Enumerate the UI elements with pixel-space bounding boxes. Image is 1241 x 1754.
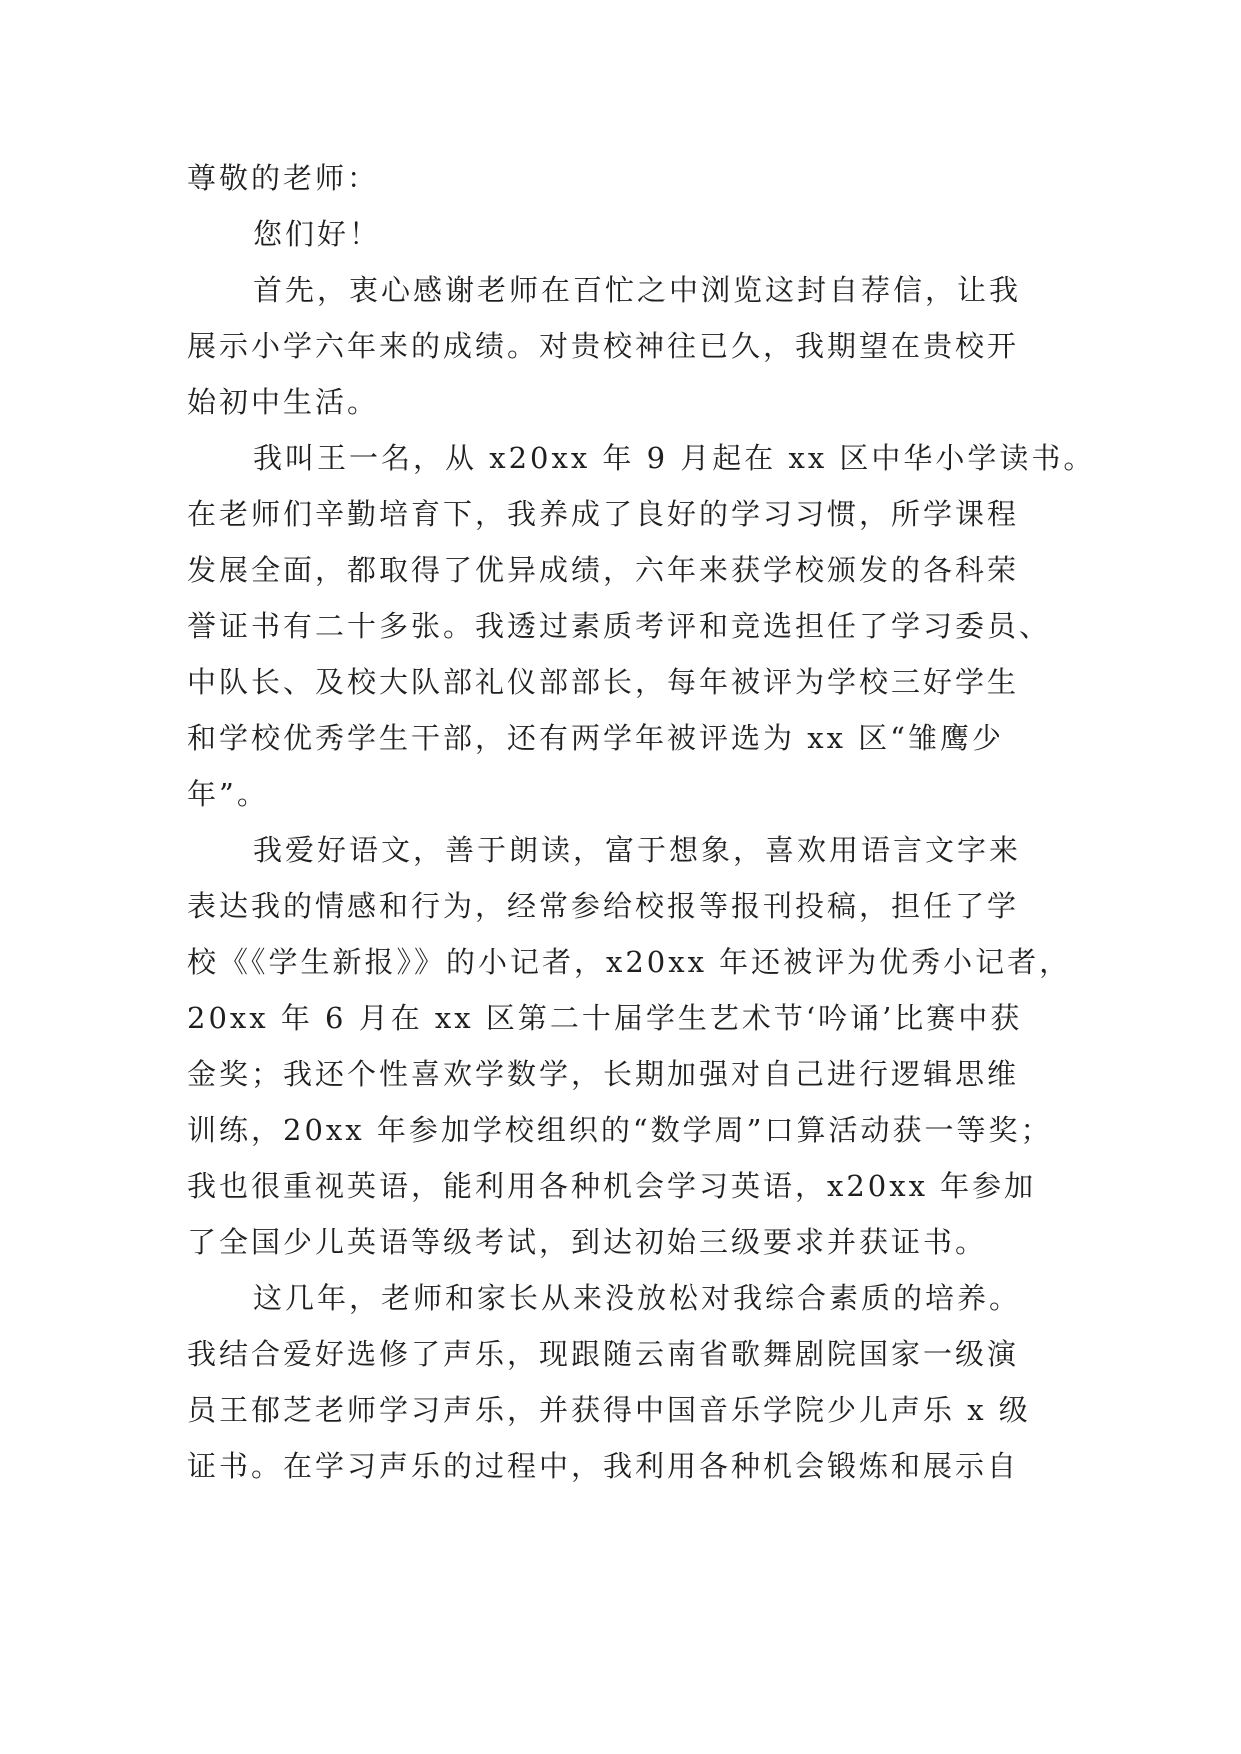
- paragraph-intro: [187, 262, 1055, 430]
- paragraph-line: 誉证书有二十多张。我透过素质考评和竞选担任了学习委员、: [187, 609, 1052, 643]
- paragraph-line: 这几年，老师和家长从来没放松对我综合素质的培养。: [253, 1281, 1022, 1315]
- paragraph-self-introduction: [187, 430, 1096, 822]
- salutation: 尊敬的老师：: [187, 161, 380, 195]
- paragraph-line: 20xx 年 6 月在 xx 区第二十届学生艺术节‘吟诵’比赛中获: [187, 1001, 1023, 1035]
- paragraph-line: 校《《学生新报》》的小记者，x20xx 年还被评为优秀小记者，: [187, 945, 1072, 979]
- paragraph-line: 我也很重视英语，能利用各种机会学习英语，x20xx 年参加: [187, 1169, 1037, 1203]
- paragraph-line: 和学校优秀学生干部，还有两学年被评选为 xx 区“雏鹰少: [187, 721, 1004, 755]
- paragraph-line: 展示小学六年来的成绩。对贵校神往已久，我期望在贵校开: [187, 329, 1020, 363]
- letter-body: [187, 150, 1096, 1494]
- paragraph-line: 训练，20xx 年参加学校组织的“数学周”口算活动获一等奖；: [187, 1113, 1053, 1147]
- paragraph-line: 我叫王一名，从 x20xx 年 9 月起在 xx 区中华小学读书。: [253, 441, 1096, 475]
- paragraph-achievements: [187, 822, 1072, 1270]
- paragraph-line: 表达我的情感和行为，经常参给校报等报刊投稿，担任了学: [187, 889, 1020, 923]
- paragraph-line: 始初中生活。: [187, 385, 380, 419]
- paragraph-line: 首先，衷心感谢老师在百忙之中浏览这封自荐信，让我: [253, 273, 1022, 307]
- paragraph-line: 我爱好语文，善于朗读，富于想象，喜欢用语言文字来: [253, 833, 1022, 867]
- paragraph-line: 在老师们辛勤培育下，我养成了良好的学习习惯，所学课程: [187, 497, 1020, 531]
- paragraph-line: 了全国少儿英语等级考试，到达初始三级要求并获证书。: [187, 1225, 988, 1259]
- paragraph-line: 我结合爱好选修了声乐，现跟随云南省歌舞剧院国家一级演: [187, 1337, 1020, 1371]
- paragraph-line: 年”。: [187, 777, 269, 811]
- greeting: 您们好！: [253, 217, 382, 251]
- paragraph-line: 金奖；我还个性喜欢学数学，长期加强对自己进行逻辑思维: [187, 1057, 1020, 1091]
- paragraph-line: 证书。在学习声乐的过程中，我利用各种机会锻炼和展示自: [187, 1449, 1020, 1483]
- paragraph-line: 发展全面，都取得了优异成绩，六年来获学校颁发的各科荣: [187, 553, 1020, 587]
- paragraph-line: 员王郁芝老师学习声乐，并获得中国音乐学院少儿声乐 x 级: [187, 1393, 1031, 1427]
- paragraph-line: 中队长、及校大队部礼仪部部长，每年被评为学校三好学生: [187, 665, 1020, 699]
- paragraph-music: [187, 1270, 1055, 1494]
